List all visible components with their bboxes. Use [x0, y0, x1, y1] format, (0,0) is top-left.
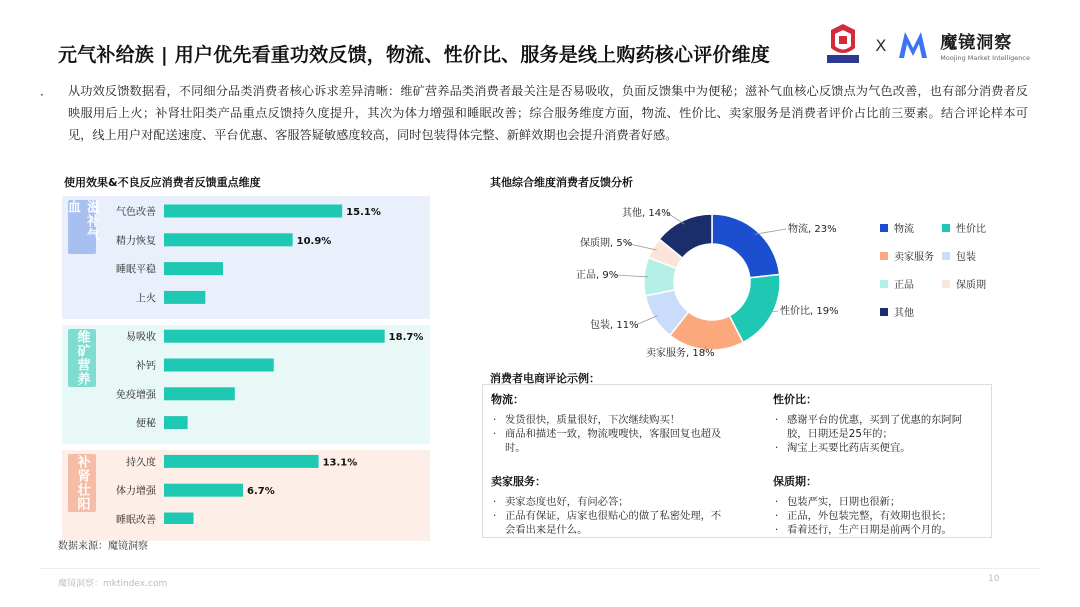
donut-slice-label: 包装, 11% [590, 320, 639, 331]
legend-label: 性价比 [956, 224, 986, 235]
bar [164, 513, 194, 525]
review-item: · 正品，外包装完整，有效期也很长； [773, 509, 979, 523]
left-section-title: 使用效果&不良反应消费者反馈重点维度 [64, 176, 261, 189]
bar-chart [62, 196, 430, 524]
summary-text: 从功效反馈数据看，不同细分品类消费者核心诉求差异清晰：维矿营养品类消费者最关注是否易吸收，负面反馈集中为便秘；滋补气血核心反馈点为气色改善，也有部分消费者反映服用后上火；补肾壮阳类产品重点反馈持久度提升，其次为体力增强和睡眠改善；综合服务维度方面，物流、性价比、卖家服务是消费者评价占比前三要素。结合评论样本可见，线上用户对配送速度、平台优惠、客服答疑敏感度较高，同时包装得体完整、新鲜效期也会提升消费者好感。 [68, 84, 1028, 142]
legend-item [880, 248, 942, 263]
bar-value-label: 15.1% [346, 207, 381, 218]
donut-slice-label: 其他, 14% [622, 208, 671, 219]
legend-label: 正品 [894, 280, 914, 291]
review-group-value [773, 393, 979, 455]
moojing-m-logo-icon [896, 28, 930, 62]
review-item: · 卖家态度也好，有问必答； [491, 495, 727, 509]
legend-swatch [880, 252, 888, 260]
legend-label: 卖家服务 [894, 252, 934, 263]
review-item: · 发货很快，质量很好，下次继续购买！ [491, 413, 727, 427]
bar [164, 455, 319, 468]
reviews-title: 消费者电商评论示例： [490, 372, 600, 385]
bar-value-label: 18.7% [388, 332, 424, 344]
bar-category-label: 免疫增强 [116, 389, 156, 401]
legend-swatch [942, 280, 950, 288]
header-logos [821, 22, 1030, 68]
bar [164, 484, 243, 497]
donut-legend [880, 220, 1010, 319]
legend-swatch [880, 280, 888, 288]
donut-slice-label: 卖家服务, 18% [646, 348, 715, 359]
donut-slice-label: 物流, 23% [788, 224, 837, 235]
legend-label: 保质期 [956, 280, 986, 291]
bar [164, 205, 342, 218]
review-item: · 淘宝上买要比药店买便宜。 [773, 441, 979, 455]
legend-label: 其他 [894, 308, 914, 319]
bar [164, 233, 293, 246]
bar [164, 387, 235, 400]
bar-category-label: 便秘 [136, 418, 156, 430]
bar [164, 330, 385, 343]
review-head-value: 性价比： [773, 393, 817, 406]
legend-item [942, 276, 1004, 291]
group-label-weikuang: 维矿营养 [68, 329, 96, 387]
review-item: · 感谢平台的优惠，买到了优惠的东阿阿胶，日期还是25年的； [773, 413, 979, 441]
review-item: · 包装严实，日期也很新； [773, 495, 979, 509]
footer-text: 魔镜洞察：mktindex.com [58, 579, 168, 589]
legend-item [880, 304, 942, 319]
page-title: 元气补给族 | 用户优先看重功效反馈，物流、性价比、服务是线上购药核心评价维度 [58, 44, 770, 66]
legend-swatch [880, 308, 888, 316]
legend-label: 包装 [956, 252, 976, 263]
review-item: · 看着还行，生产日期是前两个月的。 [773, 523, 979, 537]
donut-leader-line [635, 316, 657, 325]
bar-category-label: 补钙 [136, 361, 156, 372]
bar [164, 262, 223, 275]
bar-category-label: 上火 [136, 293, 156, 305]
bar-category-label: 体力增强 [116, 486, 156, 498]
legend-item [880, 276, 942, 291]
donut-chart [560, 196, 860, 366]
bar-category-label: 气色改善 [116, 207, 156, 218]
legend-swatch [942, 252, 950, 260]
group-label-bushen: 补肾壮阳 [68, 454, 96, 512]
bar-value-label: 13.1% [322, 457, 358, 469]
review-head-logistics: 物流： [491, 393, 524, 406]
footer-divider [40, 568, 1040, 569]
donut-leader-line [615, 275, 648, 277]
review-group-shelf [773, 475, 979, 537]
bar [164, 416, 188, 429]
donut-slice [712, 214, 780, 278]
bar [164, 359, 274, 372]
donut-slice-label: 保质期, 5% [580, 238, 633, 249]
right-section-title: 其他综合维度消费者反馈分析 [490, 176, 633, 189]
brand-wordmark [940, 28, 1030, 62]
page-number: 10 [988, 574, 1000, 584]
bar [164, 291, 205, 304]
donut-slice-label: 正品, 9% [576, 270, 619, 281]
brand-name: 魔镜洞察 [940, 33, 1013, 53]
bar-category-label: 持久度 [126, 457, 156, 469]
group-label-qixue: 滋补气血 [68, 200, 96, 254]
review-item: · 正品有保证，店家也很贴心的做了私密处理，不会看出来是什么。 [491, 509, 727, 537]
bar-value-label: 6.7% [247, 486, 275, 498]
logo-separator: X [875, 35, 887, 55]
data-source: 数据来源：魔镜洞察 [58, 541, 148, 552]
bar-category-label: 睡眠平稳 [116, 264, 156, 276]
bar-category-label: 精力恢复 [116, 235, 156, 247]
review-group-logistics [491, 393, 727, 455]
review-group-seller [491, 475, 727, 537]
legend-swatch [880, 224, 888, 232]
legend-item [942, 248, 1004, 263]
bar-category-label: 睡眠改善 [116, 515, 156, 524]
review-item: · 商品和描述一致，物流嗖嗖快，客服回复也超及时。 [491, 427, 727, 455]
donut-slice-label: 性价比, 19% [780, 306, 839, 317]
review-head-seller: 卖家服务： [491, 475, 546, 488]
summary-bullet: · [40, 88, 44, 102]
donut-leader-line [755, 229, 786, 234]
brand-tagline: Moojing Market Intelligence [940, 54, 1030, 62]
bar-category-label: 易吸收 [126, 332, 156, 344]
review-head-shelf: 保质期： [773, 475, 817, 488]
legend-label: 物流 [894, 224, 914, 235]
reviews-box [482, 384, 992, 538]
legend-item [880, 220, 942, 235]
legend-item [942, 220, 1004, 235]
badge-logo-icon [821, 22, 865, 68]
bar-value-label: 10.9% [296, 235, 332, 247]
legend-swatch [942, 224, 950, 232]
